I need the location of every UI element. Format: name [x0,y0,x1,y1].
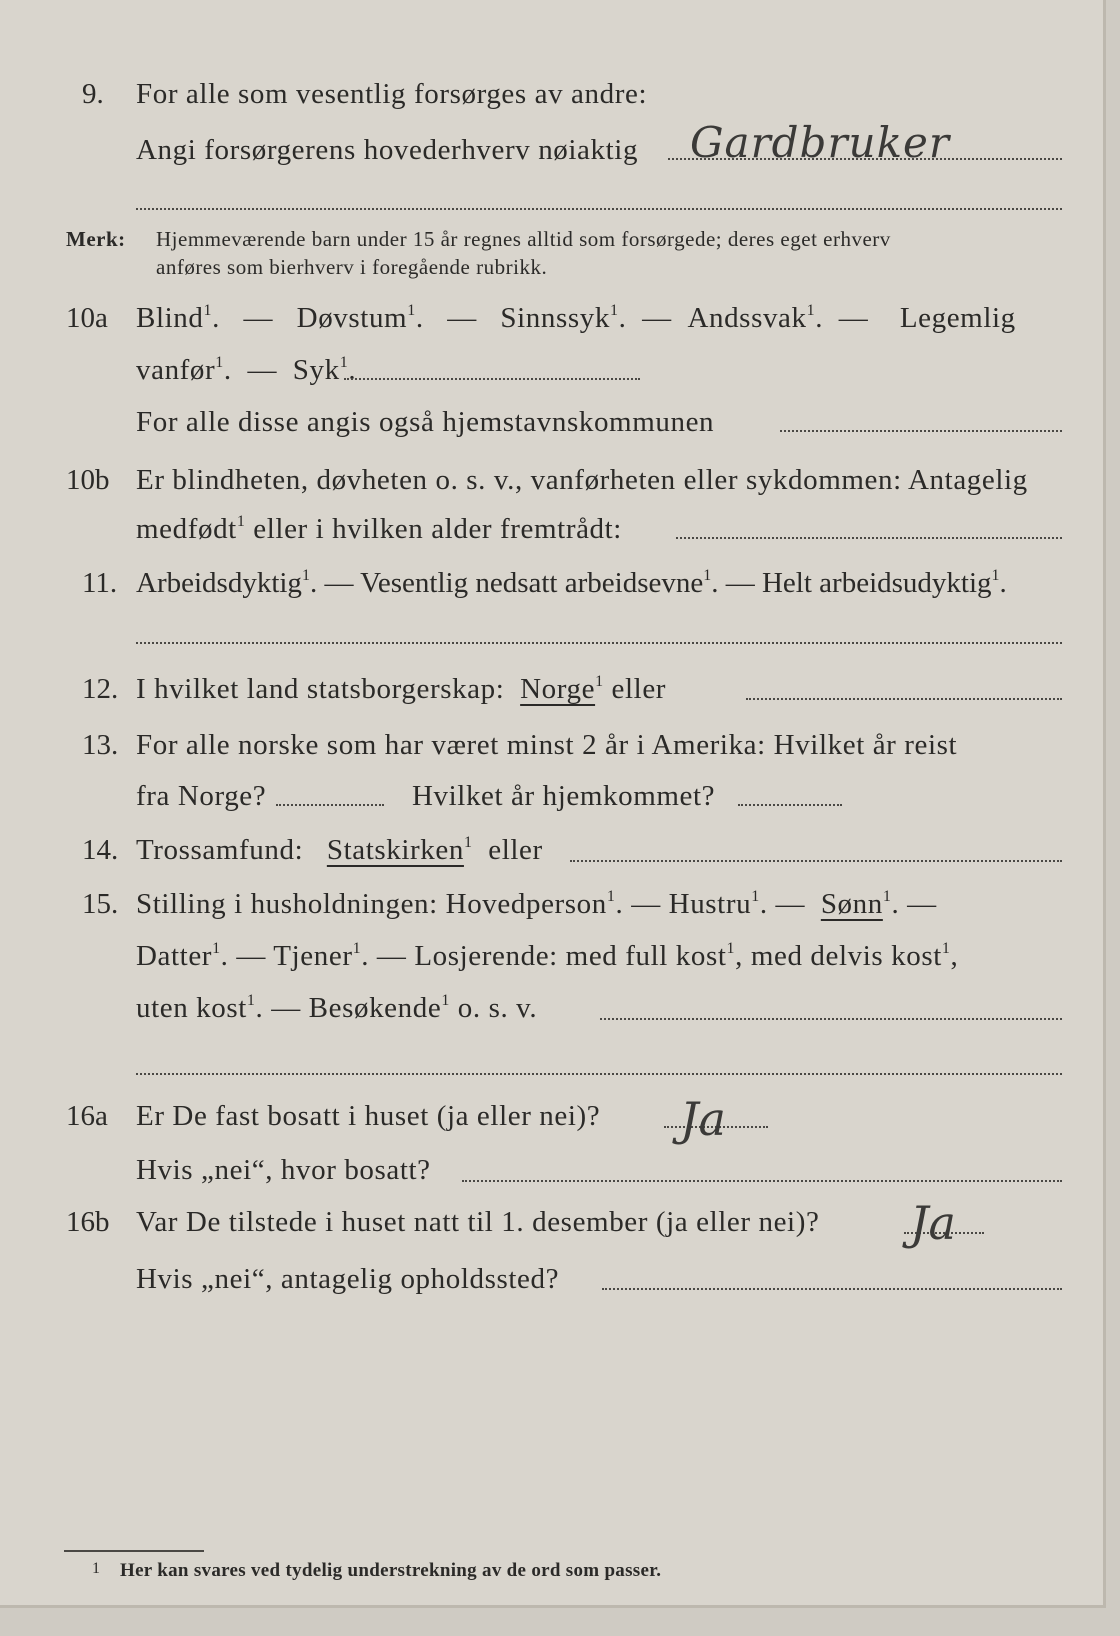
q15-line2: Datter$^1$. — Tjener$^1$. — Losjerende: med full kost$^1$, med delvis kost$^1$, [136,940,959,972]
q15-answer-line[interactable] [600,1018,1062,1020]
q14-line: Trossamfund: Statskirken$^1$ eller [136,834,543,866]
q15-line3: uten kost$^1$. — Besøkende$^1$ o. s. v. [136,992,538,1024]
q16b-line1: Var De tilstede i huset natt til 1. desember (ja eller nei)? [136,1206,820,1238]
option-vanfor[interactable]: vanfør [136,354,216,386]
q11-answer-line[interactable] [136,642,1062,644]
q16b-handwritten-answer: Ja [910,1196,956,1250]
q16b-line2: Hvis „nei“, antagelig opholdssted? [136,1263,560,1295]
q11-line: Arbeidsdyktig$^1$. — Vesentlig nedsatt arbeidsevne$^1$. — Helt arbeidsudyktig$^1$. [136,567,1007,599]
q10a-line3: For alle disse angis også hjemstavnskommunen [136,406,715,438]
q10a-number: 10a [66,302,108,334]
scan-border-right [1106,0,1120,1636]
q15-line1: Stilling i husholdningen: Hovedperson$^1$. — Hustru$^1$. — Sønn$^1$. — [136,888,937,920]
q13-hjemkommet-line[interactable] [738,804,842,806]
footnote-mark: 1 [92,1560,101,1577]
q14-number: 14. [82,834,119,866]
q16a-handwritten-answer: Ja [680,1092,726,1146]
footnote-text: Her kan svares ved tydelig understrekning av de ord som passer. [120,1560,662,1581]
q12-answer-line[interactable] [746,698,1062,700]
q16a-line2: Hvis „nei“, hvor bosatt? [136,1154,431,1186]
q9-number: 9. [82,78,104,110]
option-sonn[interactable]: Sønn [820,888,883,920]
q10a-answer-line[interactable] [344,378,640,380]
q9-handwritten-answer: Gardbruker [690,118,950,167]
option-blind[interactable]: Blind [136,302,204,334]
q16a-bosatt-line[interactable] [462,1180,1062,1182]
q13-number: 13. [82,729,119,761]
option-arbeidsdyktig[interactable]: Arbeidsdyktig [136,567,302,599]
option-medfodt[interactable]: medfødt [136,513,237,545]
q10b-line2: medfødt$^1$ eller i hvilken alder fremtrådt: [136,513,622,545]
q10a-line2: vanfør$^1$. — Syk$^1$. [136,354,357,386]
q15-number: 15. [82,888,119,920]
q12-number: 12. [82,673,119,705]
option-statskirken[interactable]: Statskirken [326,834,464,866]
q14-answer-line[interactable] [570,860,1062,862]
q10a-line1: Blind$^1$. — Døvstum$^1$. — Sinnssyk$^1$. — Andssvak$^1$. — Legemlig [136,302,1016,334]
q16b-opholdssted-line[interactable] [602,1288,1062,1290]
q16b-number: 16b [66,1206,110,1238]
merk-line1: Hjemmeværende barn under 15 år regnes alltid som forsørgede; deres eget erhverv [156,227,891,251]
footnote-rule [64,1550,204,1552]
q10b-number: 10b [66,464,110,496]
q13-line2b: Hvilket år hjemkommet? [412,780,716,812]
q16a-line1: Er De fast bosatt i huset (ja eller nei)? [136,1100,601,1132]
merk-label: Merk: [66,227,126,251]
q15-extra-line[interactable] [136,1073,1062,1075]
option-sinnssyk[interactable]: Sinnssyk [500,302,610,334]
option-norge[interactable]: Norge [520,673,596,705]
scan-border-bottom [0,1608,1120,1636]
option-dovstum[interactable]: Døvstum [296,302,408,334]
q13-line1: For alle norske som har været minst 2 år i Amerika: Hvilket år reist [136,729,958,761]
merk-line2: anføres som bierhverv i foregående rubrikk. [156,255,548,279]
q10a-hjemstavn-line[interactable] [780,430,1062,432]
q12-line: I hvilket land statsborgerskap: Norge$^1$ eller [136,673,667,705]
q9-line2: Angi forsørgerens hovederhverv nøiaktig [136,134,639,166]
q11-number: 11. [82,567,118,599]
q13-line2a: fra Norge? [136,780,267,812]
q13-reist-line[interactable] [276,804,384,806]
option-legemlig[interactable]: Legemlig [899,302,1016,334]
option-andssvak[interactable]: Andssvak [687,302,807,334]
q10b-line1: Er blindheten, døvheten o. s. v., vanførheten eller sykdommen: Antagelig [136,464,1028,496]
q9-extra-line[interactable] [136,208,1062,210]
option-syk[interactable]: Syk [292,354,340,386]
q10b-answer-line[interactable] [676,537,1062,539]
q16a-number: 16a [66,1100,108,1132]
q9-line1: For alle som vesentlig forsørges av andre: [136,78,648,110]
